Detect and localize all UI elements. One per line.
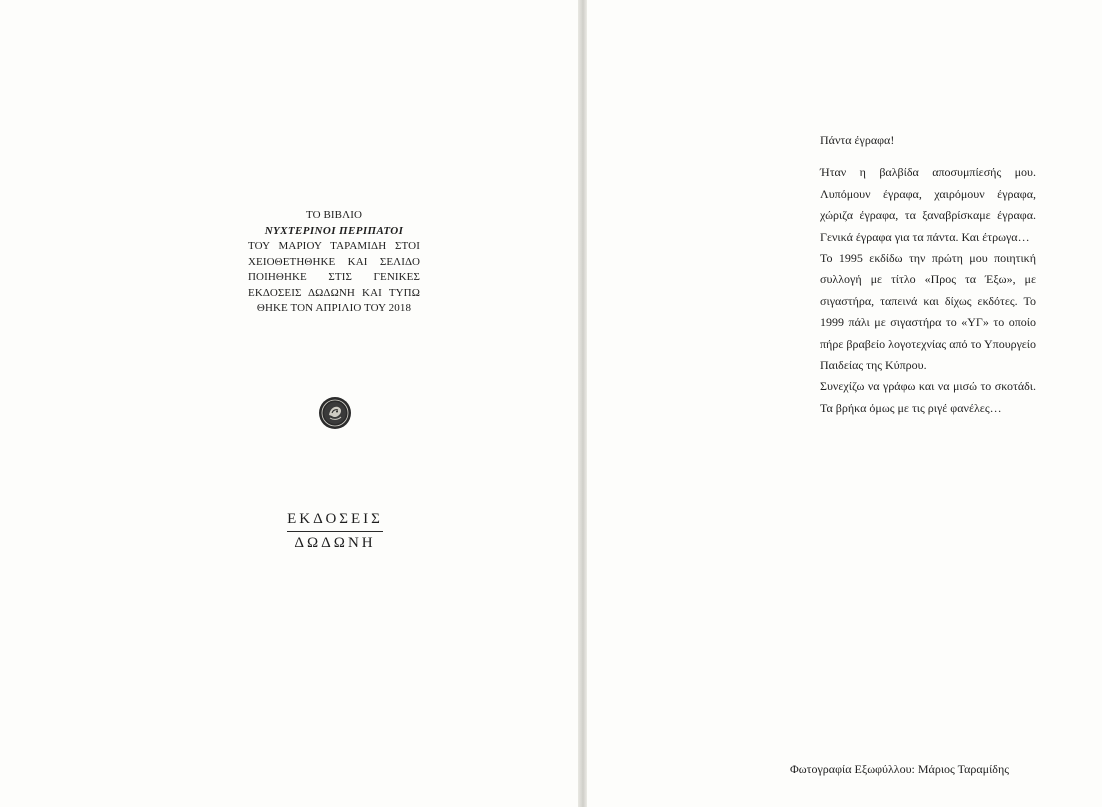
author-note (820, 130, 1036, 419)
note-paragraph: Ήταν η βαλβίδα αποσυμπίεσής μου. Λυπόμουν έγραφα, χαιρόμουν έγραφα, χώριζα έγραφα, τα ξαναβρίσκαμε έγραφα. Γενικά έγραφα για τα πάντα. Και έτρωγα… (820, 165, 1036, 244)
note-paragraph: Το 1995 εκδίδω την πρώτη μου ποιητική συλλογή με τίτλο «Προς τα Έξω», με σιγαστήρα, ταπεινά και δίχως εκδότες. Το 1999 πάλι με σιγαστήρα το «ΥΓ» το οποίο πήρε βραβείο λογοτεχνίας από το Υπουργείο Παιδείας της Κύπρου. (820, 251, 1036, 373)
book-title: ΝΥΧΤΕΡΙΝΟΙ ΠΕΡΙΠΑΤΟΙ (264, 224, 404, 237)
publisher-line1: ΕΚΔΟΣΕΙΣ (287, 508, 383, 532)
dodoni-emblem-icon (318, 396, 352, 430)
colophon-line: ΠΟΙΗΘΗΚΕ ΣΤΙΣ ΓΕΝΙΚΕΣ (248, 271, 420, 283)
colophon-last-line: ΘΗΚΕ ΤΟΝ ΑΠΡΙΛΙΟ ΤΟΥ 2018 (256, 302, 412, 314)
colophon-intro: ΤΟ ΒΙΒΛΙΟ (305, 209, 363, 221)
colophon-line: ΕΚΔΟΣΕΙΣ ΔΩΔΩΝΗ ΚΑΙ ΤΥΠΩ (248, 286, 420, 299)
cover-photo-credit: Φωτογραφία Εξωφύλλου: Μάριος Ταραμίδης (790, 762, 1009, 776)
publisher-logo (270, 508, 400, 554)
publisher-line2: ΔΩΔΩΝΗ (294, 535, 376, 551)
note-paragraph: Συνεχίζω να γράφω και να μισώ το σκοτάδι. Τα βρήκα όμως με τις ριγέ φανέλες… (820, 379, 1036, 415)
colophon-line: ΤΟΥ ΜΑΡΙΟΥ ΤΑΡΑΜΙΔΗ ΣΤΟΙ (248, 240, 420, 252)
colophon (248, 208, 420, 317)
book-gutter (578, 0, 587, 807)
note-heading: Πάντα έγραφα! (820, 133, 895, 147)
colophon-line: ΧΕΙΟΘΕΤΗΘΗΚΕ ΚΑΙ ΣΕΛΙΔΟ (248, 255, 420, 268)
